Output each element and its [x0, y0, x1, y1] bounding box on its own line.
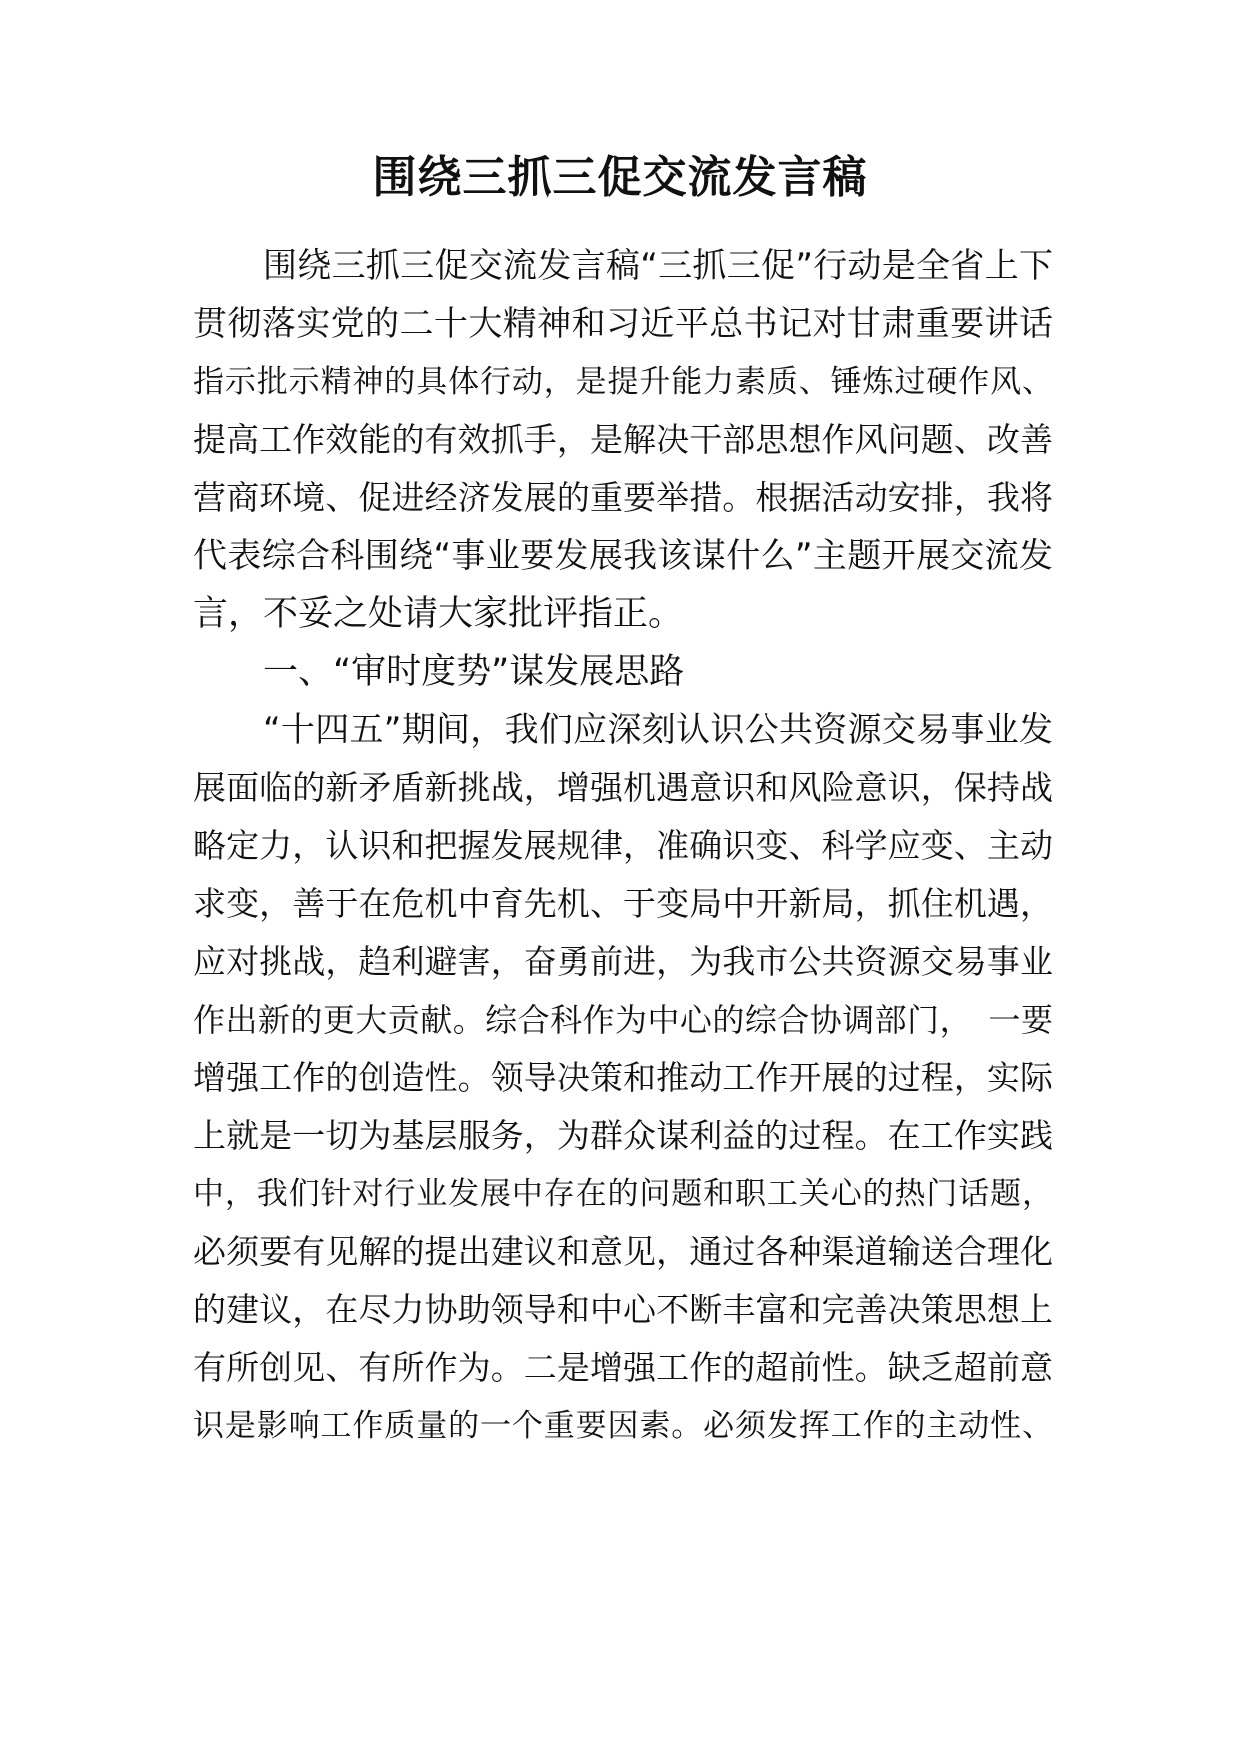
paragraph-line: 略定力，认识和把握发展规律，准确识变、科学应变、主动 [193, 826, 1053, 865]
paragraph-line: 的建议，在尽力协助领导和中心不断丰富和完善决策思想上 [193, 1290, 1053, 1329]
paragraph-line: 识是影响工作质量的一个重要因素。必须发挥工作的主动性、 [193, 1408, 1053, 1444]
paragraph-line: 作出新的更大贡献。综合科作为中心的综合协调部门， 一要 [193, 1001, 1053, 1039]
paragraph-line: 围绕三抓三促交流发言稿“三抓三促”行动是全省上下 [263, 246, 1053, 286]
paragraph-line: 展面临的新矛盾新挑战，增强机遇意识和风险意识，保持战 [193, 768, 1053, 807]
paragraph-line: “十四五”期间，我们应深刻认识公共资源交易事业发 [263, 710, 1053, 750]
paragraph-line: 上就是一切为基层服务，为群众谋利益的过程。在工作实践 [193, 1116, 1053, 1155]
paragraph-line: 增强工作的创造性。领导决策和推动工作开展的过程，实际 [193, 1058, 1053, 1097]
paragraph-line: 指示批示精神的具体行动，是提升能力素质、锤炼过硬作风、 [193, 364, 1053, 400]
paragraph-line: 中，我们针对行业发展中存在的问题和职工关心的热门话题， [193, 1176, 1053, 1212]
paragraph-line: 代表综合科围绕“事业要发展我该谋什么”主题开展交流发 [193, 536, 1053, 576]
paragraph-line: 贯彻落实党的二十大精神和习近平总书记对甘肃重要讲话 [193, 304, 1053, 344]
paragraph-line: 营商环境、促进经济发展的重要举措。根据活动安排，我将 [193, 478, 1053, 517]
document-title: 围绕三抓三促交流发言稿 [372, 152, 868, 203]
paragraph-line: 必须要有见解的提出建议和意见，通过各种渠道输送合理化 [193, 1232, 1053, 1271]
paragraph-line: 求变，善于在危机中育先机、于变局中开新局，抓住机遇， [193, 884, 1053, 923]
paragraph-line: 言，不妥之处请大家批评指正。 [193, 594, 684, 634]
paragraph-line: 应对挑战，趋利避害，奋勇前进，为我市公共资源交易事业 [193, 942, 1053, 981]
paragraph-line: 有所创见、有所作为。二是增强工作的超前性。缺乏超前意 [193, 1348, 1053, 1387]
section-heading: 一、“审时度势”谋发展思路 [263, 652, 685, 692]
paragraph-line: 提高工作效能的有效抓手，是解决干部思想作风问题、改善 [193, 420, 1053, 459]
